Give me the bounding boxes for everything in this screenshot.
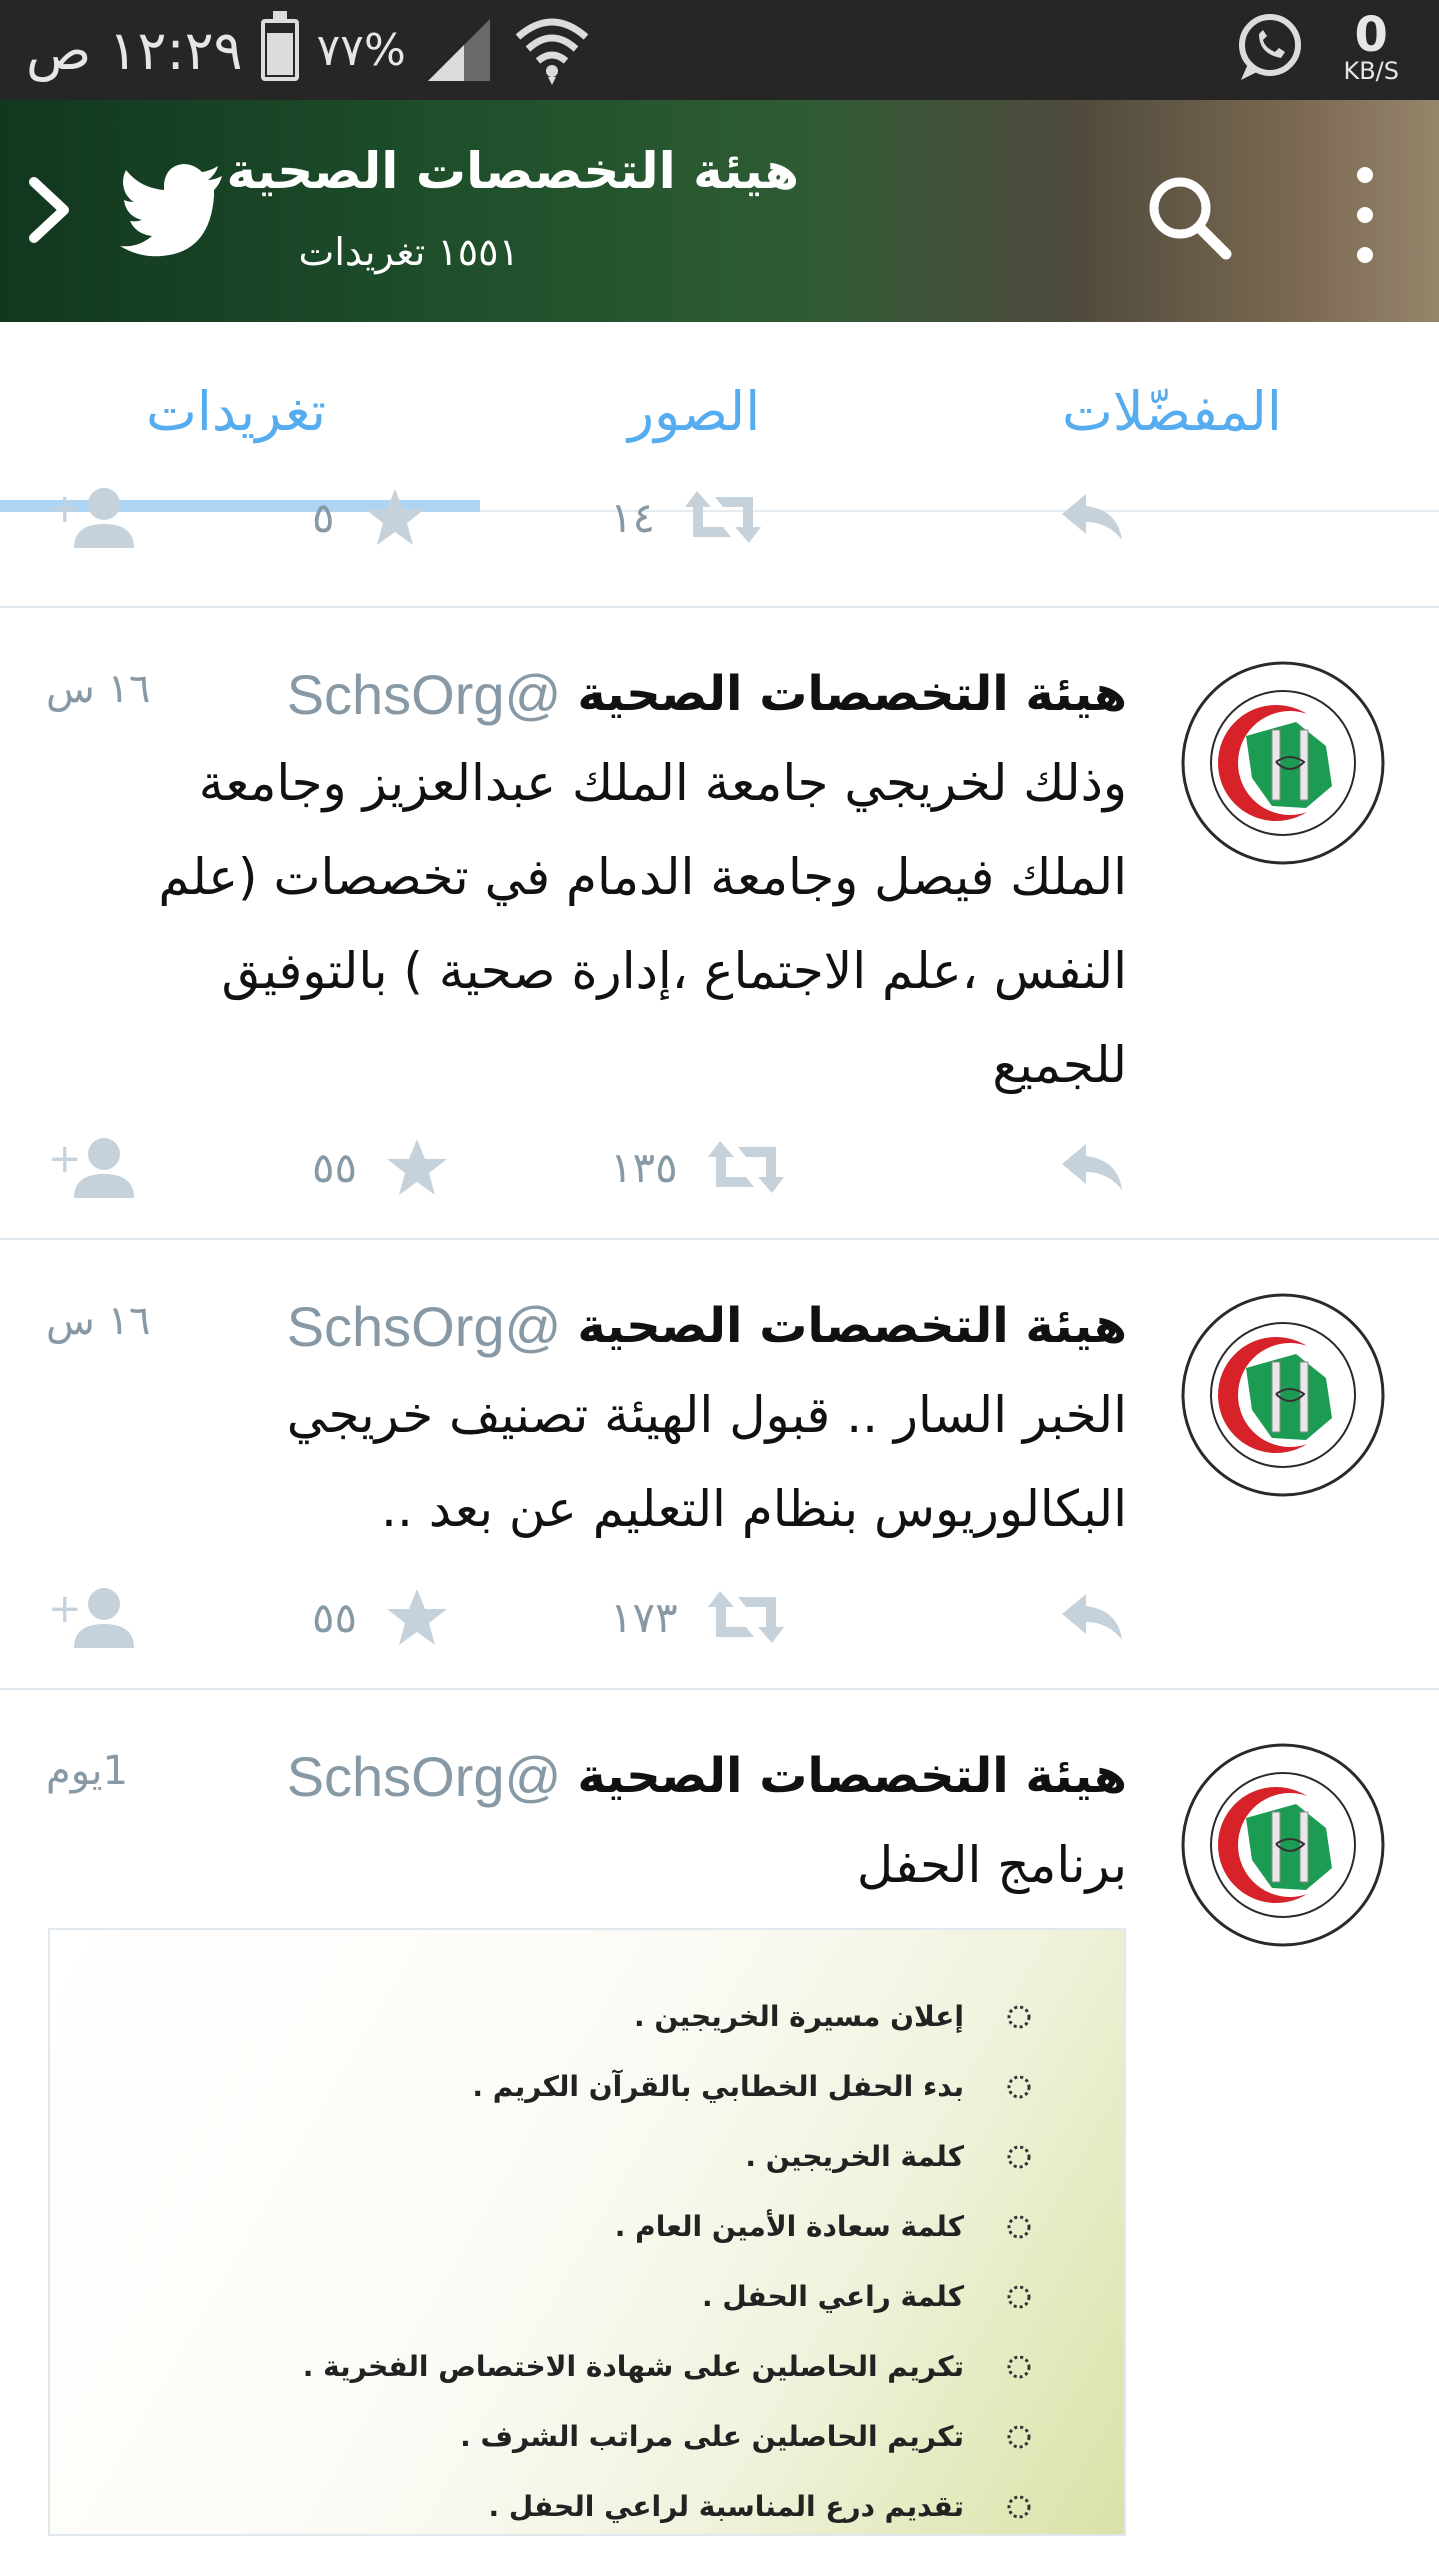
tab-photos[interactable]: الصور	[628, 380, 761, 443]
retweet-count: ١٤	[610, 492, 656, 542]
reply-icon	[1060, 1592, 1124, 1642]
status-bar-right	[1233, 7, 1399, 85]
twitter-bird-icon	[118, 160, 228, 260]
tweet-item[interactable]	[0, 608, 1439, 1240]
ceremony-program-list	[303, 1982, 964, 2542]
tweet-author-name[interactable]: هيئة التخصصات الصحية	[577, 666, 1127, 722]
program-item: كلمة الخريجين .	[303, 2122, 964, 2192]
battery-icon	[261, 19, 299, 81]
reply-icon	[1060, 1142, 1124, 1192]
star-icon	[363, 485, 427, 549]
retweet-count: ١٣٥	[610, 1142, 678, 1192]
schs-logo-icon	[1176, 1288, 1390, 1502]
program-item: تقديم درع المناسبة لراعي الحفل .	[303, 2472, 964, 2542]
tweet-actions	[0, 472, 1200, 562]
tweet-timestamp: ١٦ س	[46, 1298, 151, 1344]
reply-button[interactable]	[1060, 472, 1124, 562]
tweet-header	[287, 1288, 1127, 1364]
program-item: إعلان مسيرة الخريجين .	[303, 1982, 964, 2052]
avatar[interactable]	[1176, 1288, 1390, 1502]
schs-logo-icon	[1176, 656, 1390, 870]
search-icon[interactable]	[1140, 168, 1240, 268]
follow-button[interactable]	[48, 1572, 138, 1662]
retweet-button[interactable]	[610, 1572, 786, 1662]
favorite-button[interactable]	[312, 1122, 449, 1212]
avatar[interactable]	[1176, 1738, 1390, 1952]
tweet-author-name[interactable]: هيئة التخصصات الصحية	[577, 1298, 1127, 1354]
tweet-actions	[0, 1122, 1200, 1212]
wifi-icon	[512, 13, 592, 87]
svg-text:+: +	[48, 486, 82, 532]
avatar[interactable]	[1176, 656, 1390, 870]
retweet-button[interactable]	[610, 472, 763, 562]
tweet-header	[287, 1738, 1127, 1814]
favorite-button[interactable]	[312, 472, 427, 562]
retweet-icon	[706, 1137, 786, 1197]
tweet-count: ١٥٥١ تغريدات	[298, 230, 519, 274]
tweet-author-name[interactable]: هيئة التخصصات الصحية	[577, 1748, 1127, 1804]
tweet-item[interactable]	[0, 1240, 1439, 1690]
tweet-author-handle[interactable]: @SchsOrg	[286, 1744, 562, 1808]
tweet-author-handle[interactable]: @SchsOrg	[286, 662, 562, 726]
schs-logo-icon	[1176, 1738, 1390, 1952]
svg-text:+: +	[48, 1586, 82, 1632]
flower-bullet-icon	[1004, 2142, 1034, 2172]
flower-bullet-icon	[1004, 2072, 1034, 2102]
add-user-icon	[48, 1582, 138, 1652]
partial-tweet-actions	[0, 486, 1439, 608]
reply-button[interactable]	[1060, 1572, 1124, 1662]
program-item: كلمة راعي الحفل .	[303, 2262, 964, 2332]
retweet-count: ١٧٣	[610, 1592, 678, 1642]
svg-text:+: +	[48, 1136, 82, 1182]
tweet-timestamp: ١٦ س	[46, 666, 151, 712]
program-item: تكريم الحاصلين على شهادة الاختصاص الفخرية .	[303, 2332, 964, 2402]
star-icon	[385, 1135, 449, 1199]
flower-bullet-icon	[1004, 2492, 1034, 2522]
network-speed: 0 KB/S	[1343, 7, 1399, 85]
retweet-icon	[706, 1587, 786, 1647]
profile-title: هيئة التخصصات الصحية	[226, 142, 799, 200]
flower-bullet-icon	[1004, 2282, 1034, 2312]
add-user-icon	[48, 1132, 138, 1202]
reply-icon	[1060, 492, 1124, 542]
tweet-author-handle[interactable]: @SchsOrg	[286, 1294, 562, 1358]
tweet-text: برنامج الحفل	[856, 1836, 1127, 1894]
tweet-header	[287, 656, 1127, 732]
status-bar-left	[26, 14, 592, 86]
retweet-icon	[683, 487, 763, 547]
flower-bullet-icon	[1004, 2352, 1034, 2382]
follow-button[interactable]	[48, 1122, 138, 1212]
tweet-text: وذلك لخريجي جامعة الملك عبدالعزيز وجامعة الملك فيصل وجامعة الدمام في تخصصات (علم النفس ،علم الاجتماع ،إدارة صحية ) بالتوفيق للجميع	[158, 754, 1127, 1094]
overflow-menu-icon[interactable]	[1340, 160, 1390, 270]
battery-percent: ٧٧%	[316, 24, 406, 76]
flower-bullet-icon	[1004, 2212, 1034, 2242]
tab-tweets[interactable]: تغريدات	[146, 380, 327, 443]
follow-button[interactable]	[48, 472, 138, 562]
star-icon	[385, 1585, 449, 1649]
profile-header	[0, 100, 1439, 322]
add-user-icon	[48, 482, 138, 552]
clock: ١٢:٢٩ ص	[26, 18, 243, 82]
reply-button[interactable]	[1060, 1122, 1124, 1212]
tab-favorites[interactable]: المفضّلات	[1062, 380, 1282, 443]
whatsapp-icon	[1233, 10, 1307, 84]
retweet-button[interactable]	[610, 1122, 786, 1212]
favorite-count: ٥	[312, 492, 335, 542]
flower-bullet-icon	[1004, 2002, 1034, 2032]
favorite-count: ٥٥	[312, 1142, 358, 1192]
favorite-count: ٥٥	[312, 1592, 358, 1642]
tweet-media-image[interactable]	[48, 1928, 1126, 2536]
favorite-button[interactable]	[312, 1572, 449, 1662]
chevron-right-icon[interactable]	[20, 170, 80, 250]
program-item: كلمة سعادة الأمين العام .	[303, 2192, 964, 2262]
tweet-actions	[0, 1572, 1200, 1662]
tweet-text: الخبر السار .. قبول الهيئة تصنيف خريجي البكالوريوس بنظام التعليم عن بعد ..	[286, 1386, 1127, 1538]
program-item: تكريم الحاصلين على مراتب الشرف .	[303, 2402, 964, 2472]
tweet-timestamp: 1يوم	[46, 1748, 129, 1794]
signal-icon	[424, 15, 494, 85]
program-item: بدء الحفل الخطابي بالقرآن الكريم .	[303, 2052, 964, 2122]
flower-bullet-icon	[1004, 2422, 1034, 2452]
status-bar	[0, 0, 1439, 100]
